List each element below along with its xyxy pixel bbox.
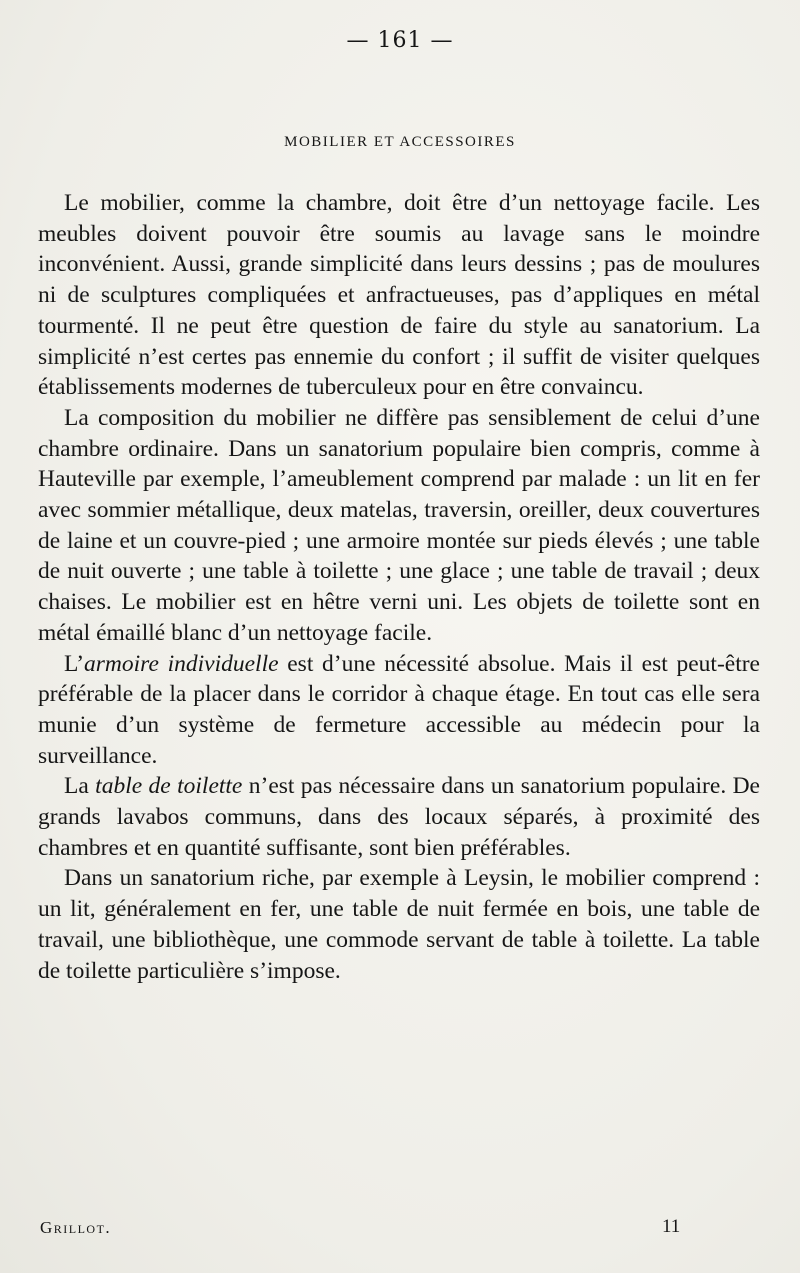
- paragraph-4: [38, 771, 760, 863]
- page-number: — 161 —: [346, 28, 454, 53]
- paragraph-3-emphasis: armoire individuelle: [84, 650, 279, 677]
- footer-signature-mark: 11: [662, 1216, 681, 1237]
- paragraph-3: [38, 649, 760, 772]
- paragraph-3-prefix: L’: [64, 650, 85, 677]
- paragraph-1: Le mobilier, comme la chambre, doit être d’un nettoyage facile. Les meubles doivent pouvoir être soumis au lavage sans le moindre inconvénient. Aussi, grande simplicité dans leurs dessins ; pas de moulures ni de sculptures compliquées et anfractueuses, pas d’appliques en métal tourmenté. Il ne peut être question de faire du style au sanatorium. La simplicité n’est certes pas ennemie du confort ; il suffit de visiter quelques établissements modernes de tuberculeux pour en être convaincu.: [38, 190, 760, 401]
- footer-author: Grillot.: [40, 1218, 112, 1237]
- paragraph-5: Dans un sanatorium riche, par exemple à Leysin, le mobilier comprend : un lit, généralement en fer, une table de nuit fermée en bois, une table de travail, une bibliothèque, une commode servant de table à toilette. La table de toilette particulière s’impose.: [38, 865, 760, 984]
- paragraph-3-text: est d’une nécessité absolue. Mais il est peut-être préférable de la placer dans le corridor à chaque étage. En tout cas elle sera munie d’un système de fermeture accessible au médecin pour la surveillance.: [38, 650, 760, 769]
- paragraph-4-emphasis: table de toilette: [95, 773, 243, 800]
- section-title: MOBILIER ET ACCESSOIRES: [284, 134, 516, 150]
- body-text: [38, 188, 760, 986]
- paragraph-2: La composition du mobilier ne diffère pas sensiblement de celui d’une chambre ordinaire. Dans un sanatorium populaire bien compris, comme à Hauteville par exemple, l’ameublement comprend par malade : un lit en fer avec sommier métallique, deux matelas, traversin, oreiller, deux couvertures de laine et un couvre-pied ; une armoire montée sur pieds élevés ; une table de nuit ouverte ; une table à toilette ; une glace ; une table de travail ; deux chaises. Le mobilier est en hêtre verni uni. Les objets de toilette sont en métal émaillé blanc d’un nettoyage facile.: [38, 404, 760, 646]
- paragraph-4-text: n’est pas nécessaire dans un sanatorium populaire. De grands lavabos communs, dans des locaux séparés, à proximité des chambres et en quantité suffisante, sont bien préférables.: [38, 773, 760, 861]
- paragraph-4-prefix: La: [64, 773, 96, 800]
